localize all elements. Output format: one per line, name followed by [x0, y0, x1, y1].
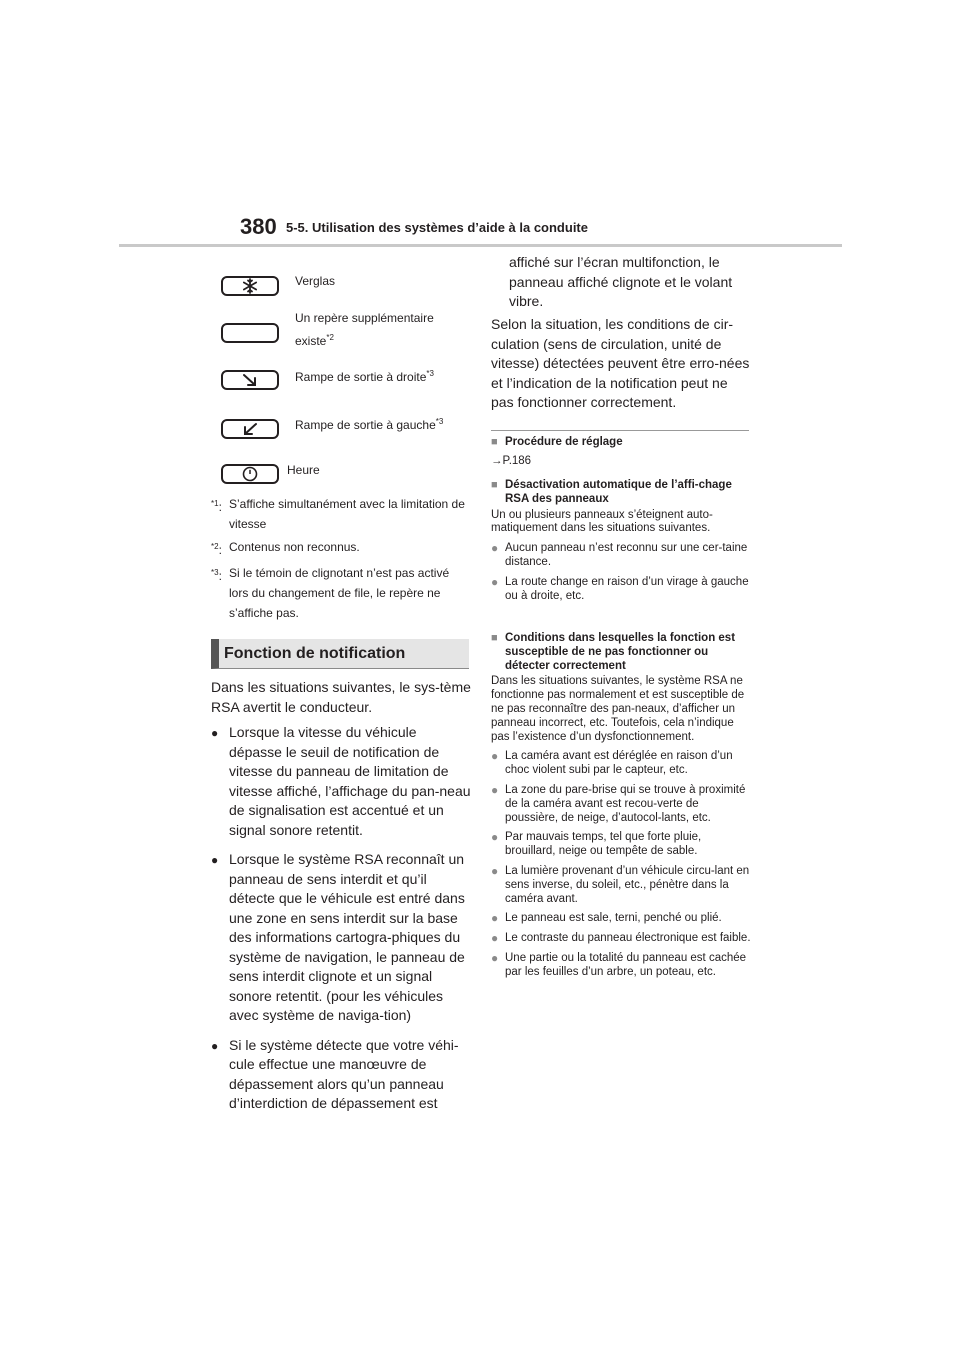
- list-item-text: La zone du pare-brise qui se trouve à proximité de la caméra avant est recou-verte de poussière, de neige, d’autocol-lants, etc.: [505, 783, 746, 824]
- clock-icon: [242, 466, 258, 482]
- footnote-ref: *3: [426, 369, 434, 378]
- sign-label-supplementary: [295, 307, 434, 353]
- square-bullet-icon: ■: [491, 436, 498, 448]
- list-item-text: Lorsque le système RSA reconnaît un panneau de sens interdit et qu’il détecte que le véhicule est entré dans une zone en sens interdit sur la base des informations cartogra-phiques du système de navigation, le panneau de sens interdit clignote et un signal sonore retentit. (pour les véhicules avec système de naviga-tion): [229, 851, 465, 1023]
- note-deactivation: [491, 479, 753, 603]
- list-item: [491, 784, 753, 825]
- footnote: $^{*2}$: Contenus non reconnus.: [211, 537, 471, 560]
- list-item: [491, 542, 753, 570]
- footnote: $^{*1}$: S’affiche simultanément avec la limitation de vitesse: [211, 494, 471, 534]
- note-conditions: [491, 632, 753, 980]
- list-item-text: Le panneau est sale, terni, penché ou plié.: [505, 912, 722, 925]
- notification-body: [211, 678, 473, 1114]
- blank-sign: [221, 323, 279, 343]
- footnote-text: S’affiche simultanément avec la limitation de vitesse: [229, 497, 465, 531]
- list-item: [491, 912, 753, 926]
- list-item: [491, 831, 753, 859]
- bullet-icon: ●: [491, 541, 499, 556]
- section-heading-box: [211, 639, 469, 669]
- sign-label-ice: [295, 270, 335, 293]
- list-item-text: Lorsque la vitesse du véhicule dépasse le seuil de notification de vitesse du panneau de limitation de vitesse affiché, l’affichage du pan-neau de signalisation est accentué et un signal sonore retentit.: [229, 724, 471, 838]
- list-item-text: La caméra avant est déréglée en raison d’un choc violent subi par le capteur, etc.: [505, 750, 733, 777]
- bullet-icon: ●: [491, 931, 499, 946]
- list-item: [491, 952, 753, 980]
- clock-sign: [221, 464, 279, 484]
- list-item-text: Une partie ou la totalité du panneau est cachée par les feuilles d’un arbre, un poteau, etc.: [505, 951, 747, 978]
- note-procedure: [491, 436, 753, 469]
- notes-divider: [491, 430, 749, 431]
- header-divider: [119, 244, 842, 247]
- bullet-icon: ●: [491, 574, 499, 589]
- list-item-continued: affiché sur l’écran multifonction, le panneau affiché clignote et le volant vibre.: [509, 254, 733, 309]
- arrow-down-right-icon: [241, 373, 259, 387]
- sign-label-exit-right: [295, 366, 434, 389]
- footnote-mark: *2: [211, 542, 219, 551]
- list-item-text: Le contraste du panneau électronique est faible.: [505, 932, 751, 945]
- bullet-icon: ●: [211, 853, 219, 867]
- bullet-icon: ●: [491, 749, 499, 764]
- footnotes: [211, 494, 471, 626]
- exit-left-sign: [221, 419, 279, 439]
- section-header-title: 5-5. Utilisation des systèmes d’aide à la conduite: [286, 220, 588, 235]
- footnote-mark: *1: [211, 499, 219, 508]
- note-heading: [491, 632, 753, 673]
- sign-label-text-line1: Un repère supplémentaire: [295, 311, 434, 325]
- exit-right-sign: [221, 370, 279, 390]
- sign-label-exit-left: [295, 414, 443, 437]
- list-item-text: Si le système détecte que votre véhi-cule effectue une manœuvre de dépassement alors qu’un panneau d’interdiction de dépassement est: [229, 1036, 459, 1111]
- bullet-icon: ●: [491, 863, 499, 878]
- bullet-icon: ●: [491, 830, 499, 845]
- section-intro: Dans les situations suivantes, le sys-tème RSA avertit le conducteur.: [211, 679, 471, 715]
- square-bullet-icon: ■: [491, 479, 498, 491]
- list-item: [491, 750, 753, 778]
- note-text: Un ou plusieurs panneaux s’éteignent auto-matiquement dans les situations suivantes.: [491, 508, 713, 535]
- bullet-icon: ●: [491, 911, 499, 926]
- snowflake-sign: [221, 276, 279, 296]
- footnote-ref: *2: [326, 332, 334, 342]
- sign-label-text: Verglas: [295, 274, 336, 288]
- sign-label-text: existe: [295, 333, 327, 348]
- list-item-text: Par mauvais temps, tel que forte pluie, brouillard, neige ou tempête de sable.: [505, 831, 702, 858]
- list-item-text: La lumière provenant d’un véhicule circu-lant en sens inverse, du soleil, etc., pénètre dans la caméra avant.: [505, 864, 750, 905]
- list-item: [211, 1036, 473, 1114]
- bullet-icon: ●: [491, 950, 499, 965]
- note-heading: [491, 436, 753, 450]
- sign-label-time: [287, 459, 320, 482]
- page-reference: →P.186: [491, 454, 532, 467]
- note-text: Dans les situations suivantes, le système RSA ne fonctionne pas normalement et est susceptible de ne pas reconnaître des pan-neaux, d’afficher un panneau incorrect, etc. Toutefois, cela n’indique pas l’existence d’un dysfonctionnement.: [491, 675, 745, 743]
- sign-label-text: Heure: [287, 463, 320, 477]
- footnote-ref: *3: [435, 417, 444, 426]
- arrow-down-left-icon: [241, 422, 259, 436]
- page-number: 380: [240, 214, 277, 239]
- footnote-mark: *3: [211, 568, 219, 577]
- footnote: $^{*3}$: Si le témoin de clignotant n’est pas activé lors du changement de file, le repère ne s’affiche pas.: [211, 563, 471, 623]
- snowflake-icon: [242, 278, 258, 294]
- list-item: [491, 932, 753, 946]
- list-item-text: Aucun panneau n’est reconnu sur une cer-taine distance.: [505, 542, 748, 568]
- list-item: [211, 723, 473, 840]
- bullet-icon: ●: [211, 1038, 219, 1053]
- list-item: [491, 865, 753, 906]
- section-heading: Fonction de notification: [224, 644, 406, 662]
- note-title: Désactivation automatique de l’affi-chage RSA des panneaux: [505, 479, 732, 505]
- list-item: [491, 576, 753, 604]
- note-heading: [491, 479, 753, 507]
- footnote-text: Si le témoin de clignotant n’est pas activé lors du changement de file, le repère ne s’affiche pas.: [229, 566, 450, 620]
- situation-paragraph: Selon la situation, les conditions de cir-culation (sens de circulation, unité de vitesse) détectées peuvent être erro-nées et l’indication de la notification peut ne pas fonctionner correctement.: [491, 316, 750, 410]
- footnote-text: Contenus non reconnus.: [229, 540, 360, 554]
- sign-label-text: Rampe de sortie à gauche: [295, 418, 436, 432]
- bullet-icon: ●: [211, 726, 219, 740]
- list-item-text: La route change en raison d’un virage à gauche ou à droite, etc.: [505, 575, 749, 602]
- square-bullet-icon: ■: [491, 632, 498, 644]
- note-title: Conditions dans lesquelles la fonction est susceptible de ne pas fonctionner ou détecter correctement: [505, 632, 736, 672]
- list-item: [211, 850, 473, 1026]
- sign-label-text: Rampe de sortie à droite: [295, 370, 427, 384]
- bullet-icon: ●: [491, 782, 499, 797]
- note-title: Procédure de réglage: [505, 436, 623, 448]
